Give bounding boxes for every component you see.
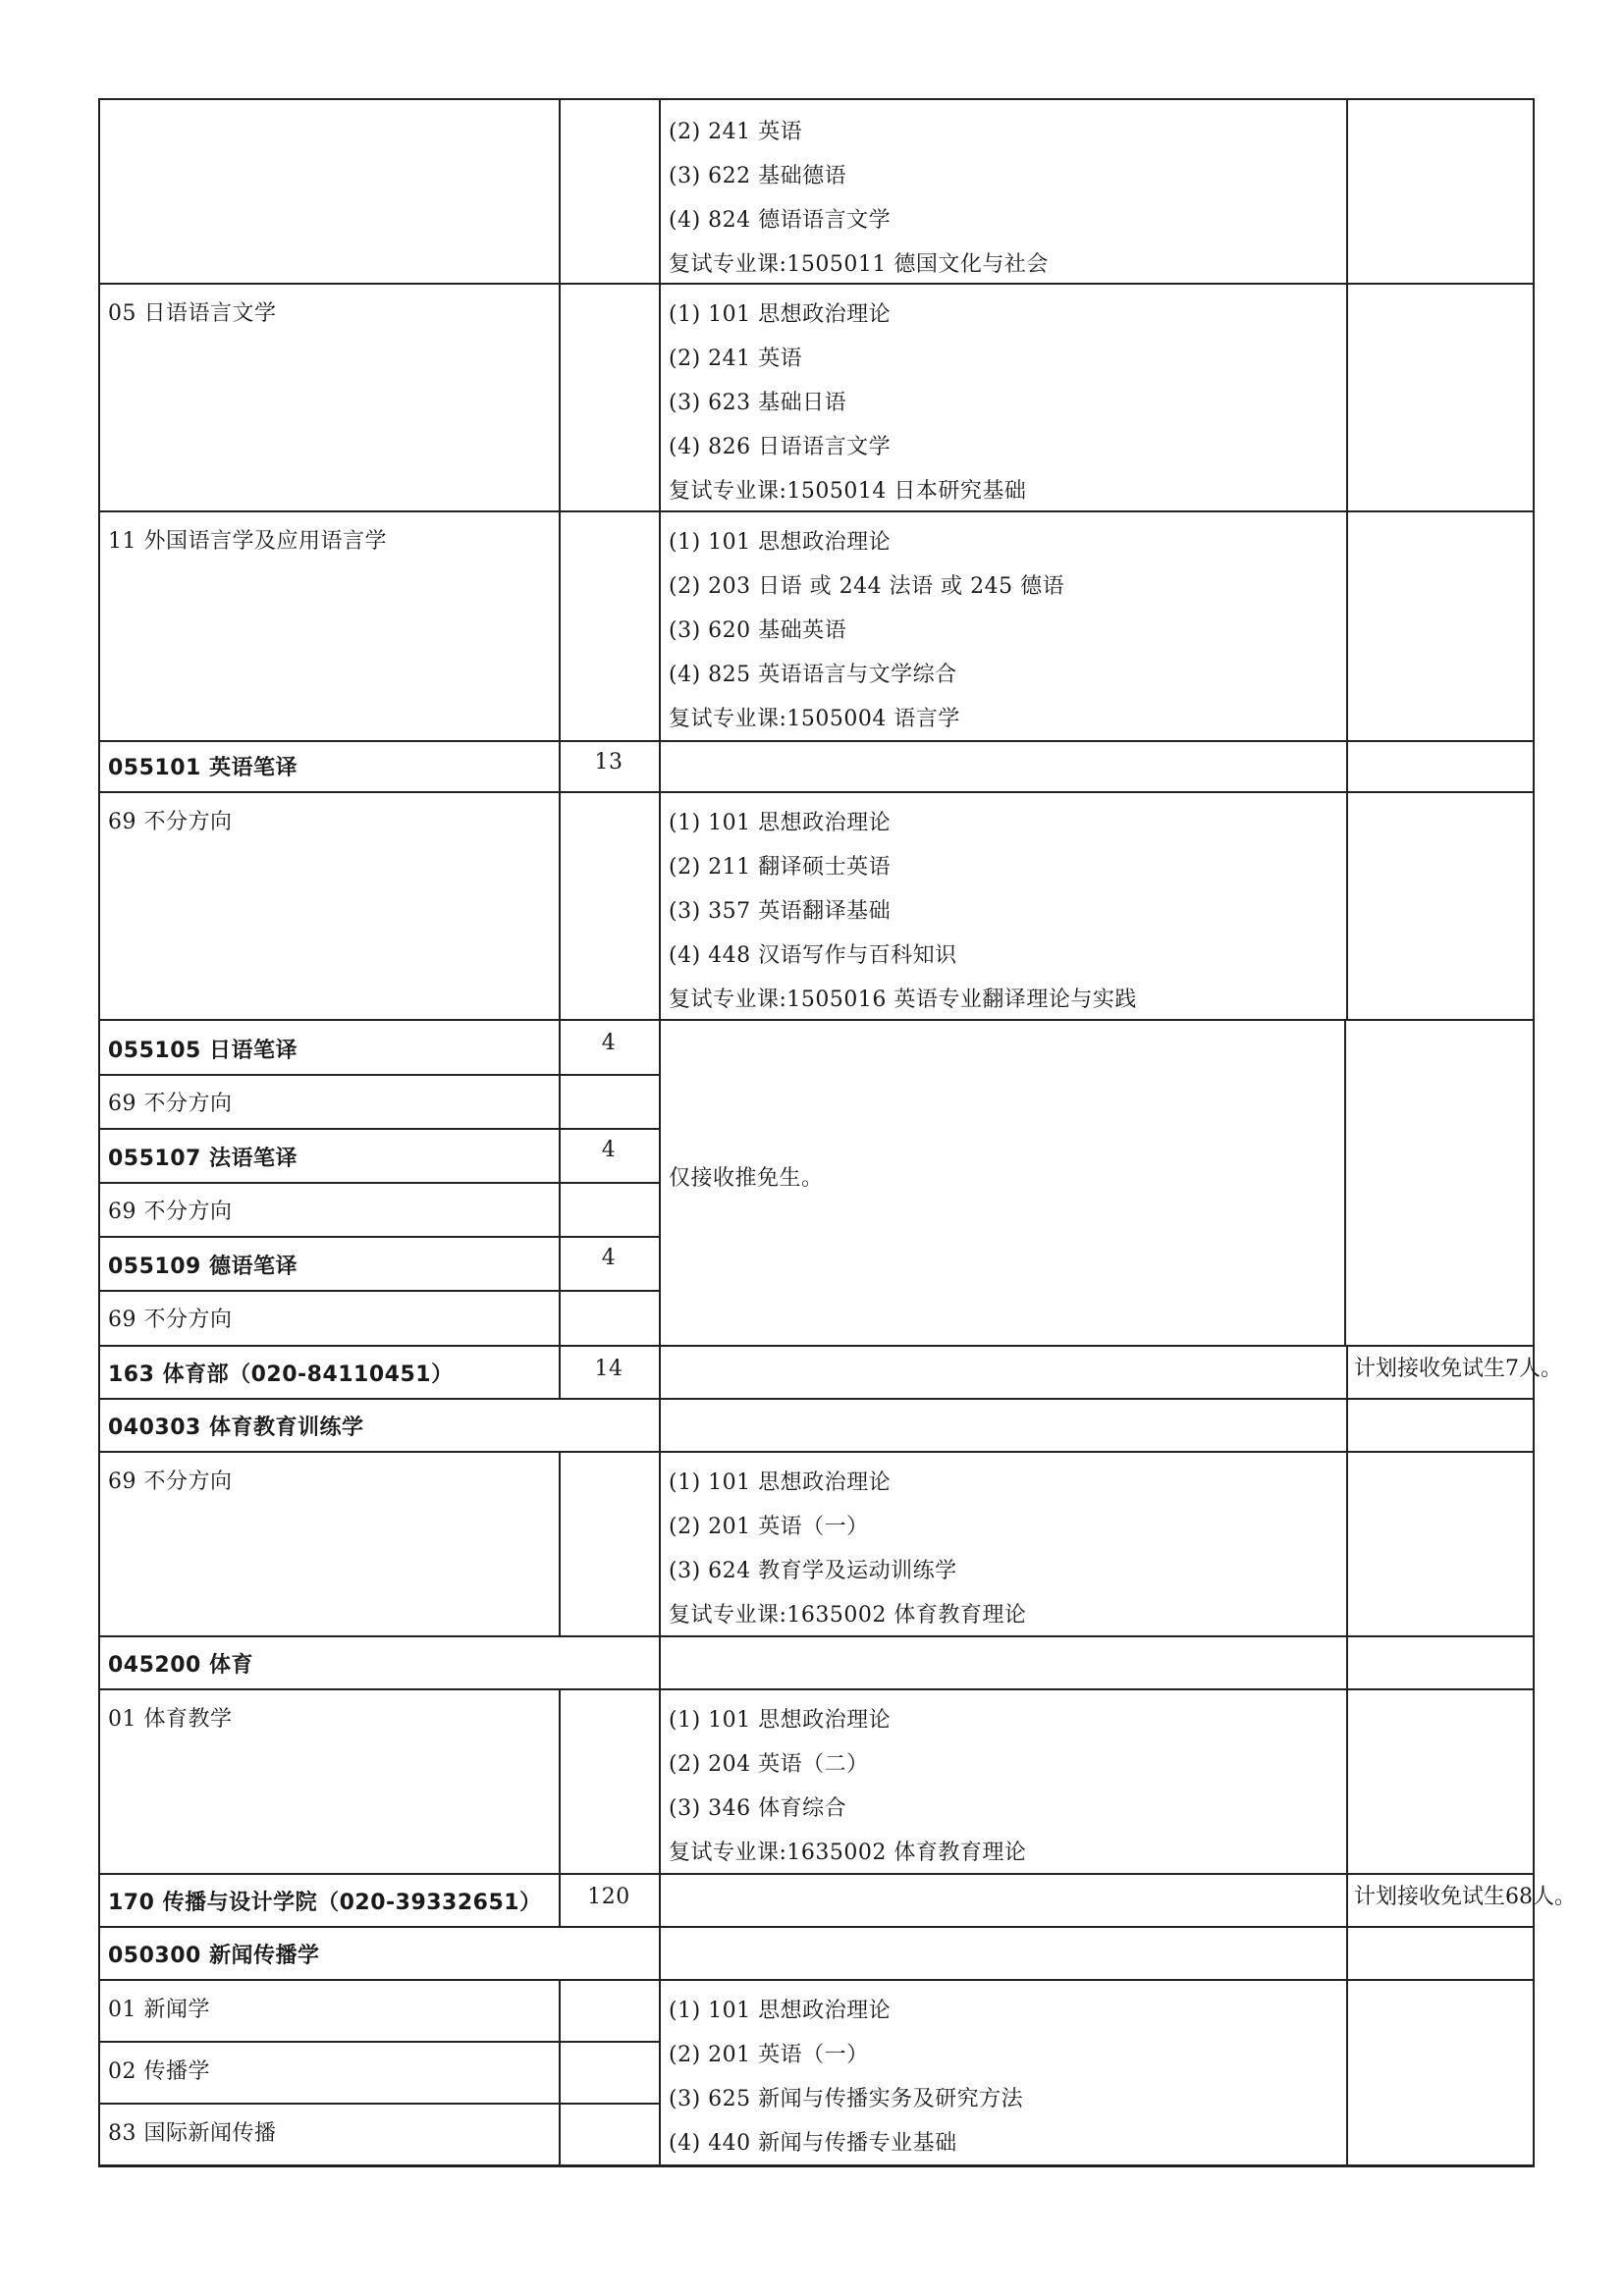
exam-subjects	[659, 793, 1346, 1019]
table-row-major-journalism	[98, 1928, 1535, 1981]
sub-row	[98, 1981, 659, 2043]
table-row-foreign-linguistics	[98, 512, 1535, 742]
direction-label: 69 不分方向	[108, 1200, 233, 1224]
sub-row	[98, 2105, 659, 2167]
table-row-japanese-literature	[98, 285, 1535, 512]
subject-line: 复试专业课:1505016 英语专业翻译理论与实践	[669, 988, 1137, 1012]
major-cell	[98, 1637, 559, 1688]
enrollment-count: 4	[601, 1138, 617, 1162]
table-row-major-english-translation	[98, 742, 1535, 793]
exam-subjects	[659, 285, 1346, 510]
major-label: 040303 体育教育训练学	[108, 1415, 364, 1440]
subject-line: (4) 826 日语语言文学	[669, 435, 892, 459]
sub-row	[98, 1130, 659, 1184]
subject-line: (2) 201 英语（一）	[669, 1515, 869, 1539]
department-label: 170 传播与设计学院（020-39332651）	[108, 1891, 542, 1915]
table-row-dept-pe	[98, 1347, 1562, 1400]
direction-label: 69 不分方向	[108, 1469, 233, 1494]
subject-line: (3) 624 教育学及运动训练学	[669, 1559, 957, 1583]
subject-line: 复试专业课:1505014 日本研究基础	[669, 479, 1027, 504]
direction-cell	[98, 1690, 559, 1873]
major-cell	[98, 742, 559, 791]
department-label: 163 体育部（020-84110451）	[108, 1362, 454, 1387]
subject-line: (4) 448 汉语写作与百科知识	[669, 943, 957, 968]
sub-row	[98, 2043, 659, 2105]
exam-subjects	[659, 1453, 1346, 1635]
remark-text: 计划接收免试生7人。	[1354, 1357, 1562, 1381]
subject-line: (4) 825 英语语言与文学综合	[669, 663, 957, 687]
sub-row	[98, 1021, 659, 1076]
table-row-pe-training-direction	[98, 1453, 1535, 1637]
direction-label: 69 不分方向	[108, 810, 233, 834]
subject-line: (3) 622 基础德语	[669, 164, 847, 188]
enrollment-count: 14	[594, 1357, 623, 1381]
subject-line: (3) 625 新闻与传播实务及研究方法	[669, 2087, 1024, 2111]
enrollment-count: 13	[594, 750, 623, 774]
subject-line: (4) 824 德语语言文学	[669, 208, 892, 233]
direction-label: 05 日语语言文学	[108, 301, 277, 326]
subject-line: (2) 203 日语 或 244 法语 或 245 德语	[669, 574, 1065, 599]
department-cell	[98, 1347, 559, 1398]
table-row-dept-communication	[98, 1875, 1576, 1928]
sub-row	[98, 1292, 659, 1347]
direction-label: 83 国际新闻传播	[108, 2121, 277, 2146]
table-row-major-pe	[98, 1637, 1535, 1690]
sub-row	[98, 1076, 659, 1130]
remark-cell	[1346, 1347, 1562, 1398]
subject-line: (3) 357 英语翻译基础	[669, 899, 892, 924]
table-row-pe-teaching	[98, 1690, 1535, 1875]
department-cell	[98, 1875, 559, 1926]
direction-cell	[98, 512, 559, 740]
subject-line: (2) 241 英语	[669, 120, 803, 144]
table-row-english-translation-direction	[98, 793, 1535, 1021]
count-cell	[559, 1347, 659, 1398]
sub-row	[98, 1184, 659, 1238]
direction-cell	[98, 1453, 559, 1635]
subject-line: 复试专业课:1505004 语言学	[669, 707, 960, 731]
remark-cell	[1346, 1875, 1576, 1926]
direction-cell	[98, 285, 559, 510]
direction-label: 01 体育教学	[108, 1707, 233, 1732]
table-row-journalism-directions	[98, 1981, 1535, 2167]
direction-cell	[98, 793, 559, 1019]
subject-line: 复试专业课:1635002 体育教育理论	[669, 1603, 1027, 1628]
subject-line: (2) 241 英语	[669, 347, 803, 371]
major-label: 050300 新闻传播学	[108, 1944, 320, 1968]
major-label: 055107 法语笔译	[108, 1147, 298, 1171]
subject-line: (1) 101 思想政治理论	[669, 530, 892, 555]
enrollment-count: 120	[587, 1885, 630, 1909]
table-row-major-pe-training	[98, 1400, 1535, 1453]
subject-line: 复试专业课:1505011 德国文化与社会	[669, 252, 1049, 277]
exam-subjects	[659, 1690, 1346, 1873]
remark-text: 计划接收免试生68人。	[1354, 1885, 1576, 1909]
subject-line: (1) 101 思想政治理论	[669, 1470, 892, 1495]
subject-line: (1) 101 思想政治理论	[669, 302, 892, 327]
direction-label: 02 传播学	[108, 2059, 210, 2084]
major-label: 055109 德语笔译	[108, 1255, 298, 1279]
enrollment-count: 4	[601, 1246, 617, 1270]
enrollment-count: 4	[601, 1031, 617, 1055]
sub-row	[98, 1238, 659, 1292]
major-label: 055101 英语笔译	[108, 756, 298, 780]
subject-line: (3) 620 基础英语	[669, 618, 847, 643]
major-cell	[98, 1400, 559, 1451]
direction-label: 11 外国语言学及应用语言学	[108, 529, 387, 554]
exam-subjects	[659, 1981, 1346, 2164]
direction-label: 69 不分方向	[108, 1092, 233, 1116]
subject-line: 复试专业课:1635002 体育教育理论	[669, 1841, 1027, 1865]
subject-line: (1) 101 思想政治理论	[669, 811, 892, 835]
merged-translation-block	[98, 1021, 1535, 1347]
subject-line: (3) 623 基础日语	[669, 391, 847, 415]
table-row-german-continued	[98, 98, 1535, 285]
exam-subjects	[659, 98, 1346, 283]
count-cell	[559, 742, 659, 791]
major-label: 055105 日语笔译	[108, 1039, 298, 1063]
major-label: 045200 体育	[108, 1653, 254, 1678]
direction-label: 69 不分方向	[108, 1308, 233, 1332]
subject-line: (1) 101 思想政治理论	[669, 1708, 892, 1733]
major-cell	[98, 1928, 559, 1979]
subject-line: (4) 440 新闻与传播专业基础	[669, 2131, 957, 2156]
subject-line: (2) 211 翻译硕士英语	[669, 855, 892, 880]
subject-line: (3) 346 体育综合	[669, 1796, 847, 1821]
subject-line: (2) 201 英语（一）	[669, 2043, 869, 2067]
direction-label: 01 新闻学	[108, 1998, 210, 2022]
count-cell	[559, 1875, 659, 1926]
subject-line: (2) 204 英语（二）	[669, 1752, 869, 1777]
recommended-only-note: 仅接收推免生。	[669, 1166, 824, 1191]
exam-subjects	[659, 512, 1346, 740]
subject-line: (1) 101 思想政治理论	[669, 1999, 892, 2023]
